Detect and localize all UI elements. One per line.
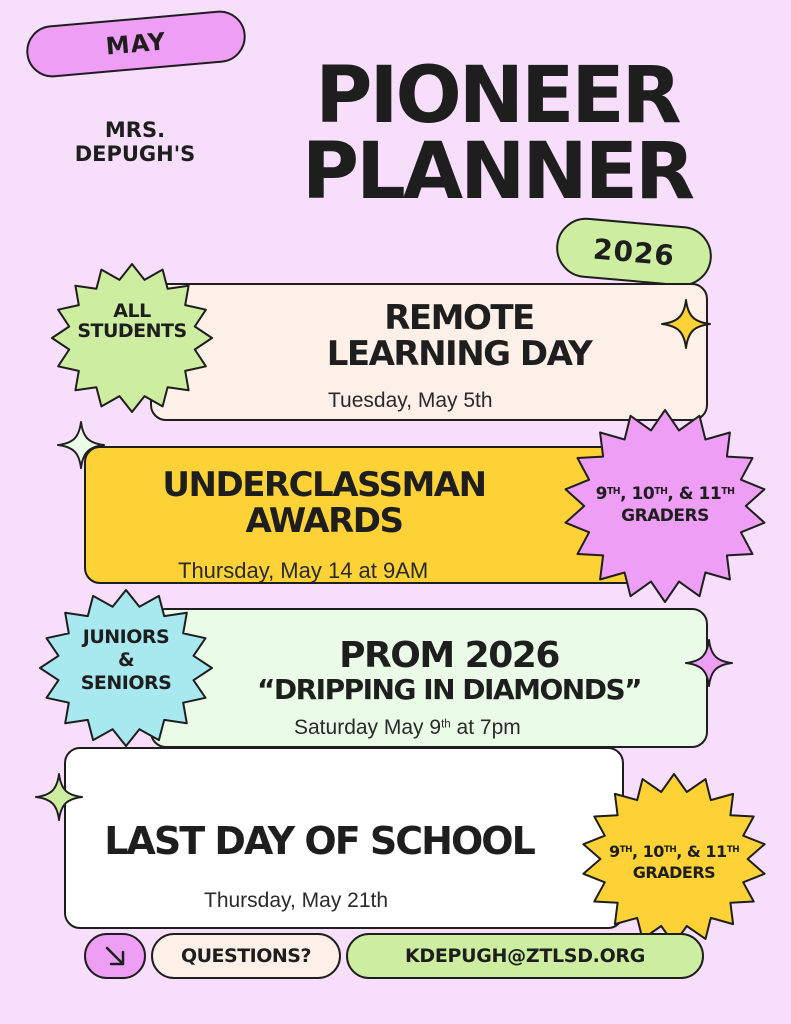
grade-suffix: TH <box>606 485 621 497</box>
questions-label: QUESTIONS? <box>180 945 312 967</box>
event-title <box>86 465 562 541</box>
grade-11: 11 <box>705 842 727 861</box>
audience-line-2: & <box>117 648 135 671</box>
event-date-suffix: th <box>441 718 451 731</box>
owner-line-2: DEPUGH'S <box>74 142 196 167</box>
sparkle-icon <box>56 420 106 470</box>
grade-suffix: TH <box>663 845 677 856</box>
grade-10: 10 <box>631 484 655 504</box>
event-date: Tuesday, May 5th <box>328 389 493 412</box>
audience-line-3: SENIORS <box>80 671 172 694</box>
sparkle-icon <box>684 638 734 688</box>
audience-label <box>38 626 214 694</box>
audience-grades: 9TH, 10TH, & 11TH <box>595 484 735 504</box>
grade-suffix: TH <box>726 845 740 856</box>
grade-suffix: TH <box>654 485 668 497</box>
audience-label <box>580 844 768 882</box>
event-date-main: Saturday May 9 <box>294 716 442 739</box>
email-label: KDEPUGH@ZTLSD.ORG <box>404 945 646 967</box>
grade-9: 9 <box>608 842 620 861</box>
title-line-1: PIONEER <box>315 51 679 141</box>
audience-badge-9-10-11-graders <box>562 408 768 604</box>
event-title-line-1: UNDERCLASSMAN <box>162 465 486 505</box>
arrow-down-right-icon <box>102 943 128 969</box>
event-card-last-day <box>64 747 624 929</box>
event-title-line-1: LAST DAY OF SCHOOL <box>104 819 534 863</box>
audience-line-1: JUNIORS <box>82 626 170 648</box>
owner-name <box>50 118 220 166</box>
event-title <box>66 819 572 863</box>
event-title-line-1: REMOTE <box>384 298 534 338</box>
email-link[interactable] <box>346 933 704 979</box>
year-label: 2026 <box>591 231 677 273</box>
arrow-button[interactable] <box>84 933 146 979</box>
questions-pill <box>151 933 341 979</box>
event-card-prom <box>150 608 708 748</box>
page-title <box>262 51 732 218</box>
sparkle-icon <box>34 772 84 822</box>
audience-line-2: STUDENTS <box>77 319 187 342</box>
grade-suffix: TH <box>619 845 632 856</box>
event-title <box>192 635 706 706</box>
audience-line-2: GRADERS <box>621 505 709 526</box>
month-pill <box>24 9 248 80</box>
audience-badge-juniors-seniors <box>38 588 214 748</box>
audience-label <box>562 486 768 526</box>
audience-line-1: ALL <box>113 300 151 322</box>
event-title-line-2: AWARDS <box>245 501 403 541</box>
grade-10: 10 <box>642 842 664 861</box>
event-date-time: at 7pm <box>450 716 521 739</box>
audience-label <box>50 302 214 342</box>
grade-9: 9 <box>595 484 607 504</box>
event-card-underclassman-awards <box>84 446 644 584</box>
sparkle-icon <box>660 298 712 350</box>
event-title-line-2: LEARNING DAY <box>326 334 592 374</box>
title-line-2: PLANNER <box>301 127 693 218</box>
event-card-remote-learning <box>150 283 708 421</box>
event-title-line-1: PROM 2026 <box>339 635 559 676</box>
grade-suffix: TH <box>721 485 735 497</box>
event-title <box>212 298 706 374</box>
event-date: Thursday, May 21th <box>204 889 389 912</box>
owner-line-1: MRS. <box>104 118 166 142</box>
event-title-line-2: “DRIPPING IN DIAMONDS” <box>256 673 642 706</box>
event-date <box>294 716 521 740</box>
year-pill <box>554 215 715 288</box>
event-date: Thursday, May 14 at 9AM <box>178 558 429 583</box>
grade-11: 11 <box>698 484 722 504</box>
audience-line-2: GRADERS <box>632 862 716 882</box>
audience-badge-all-students <box>50 262 214 414</box>
month-label: MAY <box>104 27 168 61</box>
audience-grades: 9TH, 10TH, & 11TH <box>608 842 740 861</box>
audience-badge-9-10-11-graders <box>580 772 768 946</box>
